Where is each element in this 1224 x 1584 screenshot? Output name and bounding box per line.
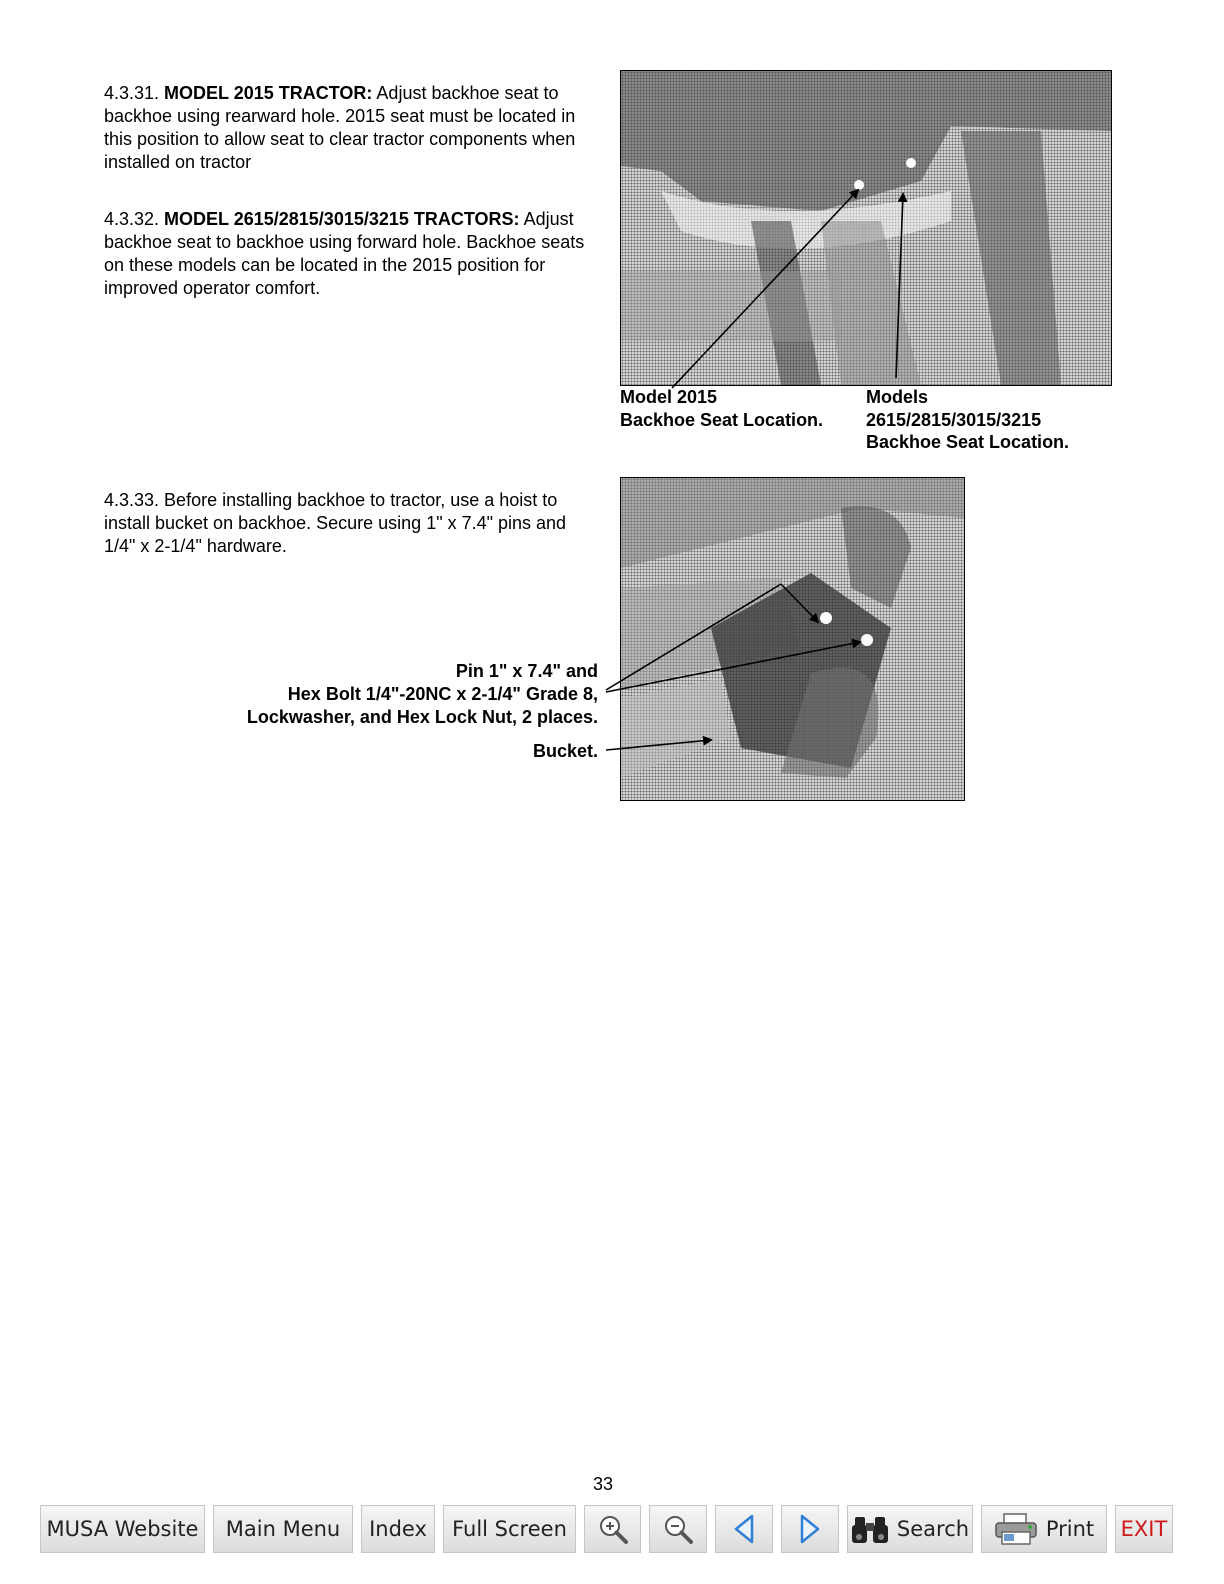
button-label: Print <box>1045 1517 1095 1541</box>
button-label: Search <box>896 1517 970 1541</box>
zoom-in-button[interactable] <box>584 1505 641 1553</box>
section-4332 <box>104 208 599 300</box>
search-button[interactable] <box>847 1505 973 1553</box>
musa-website-button[interactable] <box>40 1505 205 1553</box>
seat-photo-shading <box>621 71 1111 385</box>
printer-icon <box>994 1512 1038 1546</box>
section-number: 4.3.32. <box>104 209 165 229</box>
arrow-right-icon <box>798 1513 822 1545</box>
button-label: MUSA Website <box>46 1517 199 1541</box>
section-heading: MODEL 2015 TRACTOR: <box>164 83 373 103</box>
main-menu-button[interactable] <box>213 1505 353 1553</box>
arrow-left-icon <box>732 1513 756 1545</box>
button-label: Full Screen <box>452 1517 567 1541</box>
button-label: EXIT <box>1120 1517 1168 1541</box>
section-4331 <box>104 82 599 174</box>
button-label: Index <box>369 1517 427 1541</box>
caption-line: 2615/2815/3015/3215 <box>866 409 1042 430</box>
index-button[interactable] <box>361 1505 435 1553</box>
zoom-out-icon <box>662 1513 694 1545</box>
caption-line: Models <box>866 387 929 407</box>
caption-line: Backhoe Seat Location. <box>620 409 824 430</box>
button-label: Main Menu <box>225 1517 341 1541</box>
caption-line: Model 2015 <box>620 387 718 407</box>
label-line: Lockwasher, and Hex Lock Nut, 2 places. <box>246 707 598 727</box>
caption-model-2015 <box>620 386 823 431</box>
bucket-install-photo <box>620 477 965 801</box>
pin-hardware-label <box>247 660 598 729</box>
next-page-button[interactable] <box>781 1505 839 1553</box>
page-number: 33 <box>592 1474 614 1494</box>
print-button[interactable] <box>981 1505 1107 1553</box>
bucket-photo-shading <box>621 478 964 800</box>
previous-page-button[interactable] <box>715 1505 773 1553</box>
section-text: Adjust backhoe seat to backhoe using rearward hole. 2015 seat must be located in this position to allow seat to clear tractor components when installed on tractor <box>104 83 576 172</box>
section-heading: MODEL 2615/2815/3015/3215 TRACTORS: <box>164 209 520 229</box>
full-screen-button[interactable] <box>443 1505 576 1553</box>
label-line: Hex Bolt 1/4"-20NC x 2-1/4" Grade 8, <box>287 684 598 704</box>
seat-location-photo <box>620 70 1112 386</box>
section-number: 4.3.31. <box>104 83 165 103</box>
caption-line: Backhoe Seat Location. <box>866 432 1070 452</box>
bucket-label: Bucket. <box>532 741 598 761</box>
label-line: Pin 1" x 7.4" and <box>455 661 598 681</box>
section-4333: 4.3.33. Before installing backhoe to tractor, use a hoist to install bucket on backhoe. Secure using 1" x 7.4" pins and 1/4" x 2-1/4" hardware. <box>104 490 567 556</box>
binoculars-icon <box>851 1513 889 1545</box>
caption-models-2615-3215 <box>866 386 1069 454</box>
section-text: Adjust backhoe seat to backhoe using forward hole. Backhoe seats on these models can be located in the 2015 position for improved operator comfort. <box>104 209 585 298</box>
zoom-in-icon <box>597 1513 629 1545</box>
exit-button[interactable] <box>1115 1505 1173 1553</box>
zoom-out-button[interactable] <box>649 1505 707 1553</box>
